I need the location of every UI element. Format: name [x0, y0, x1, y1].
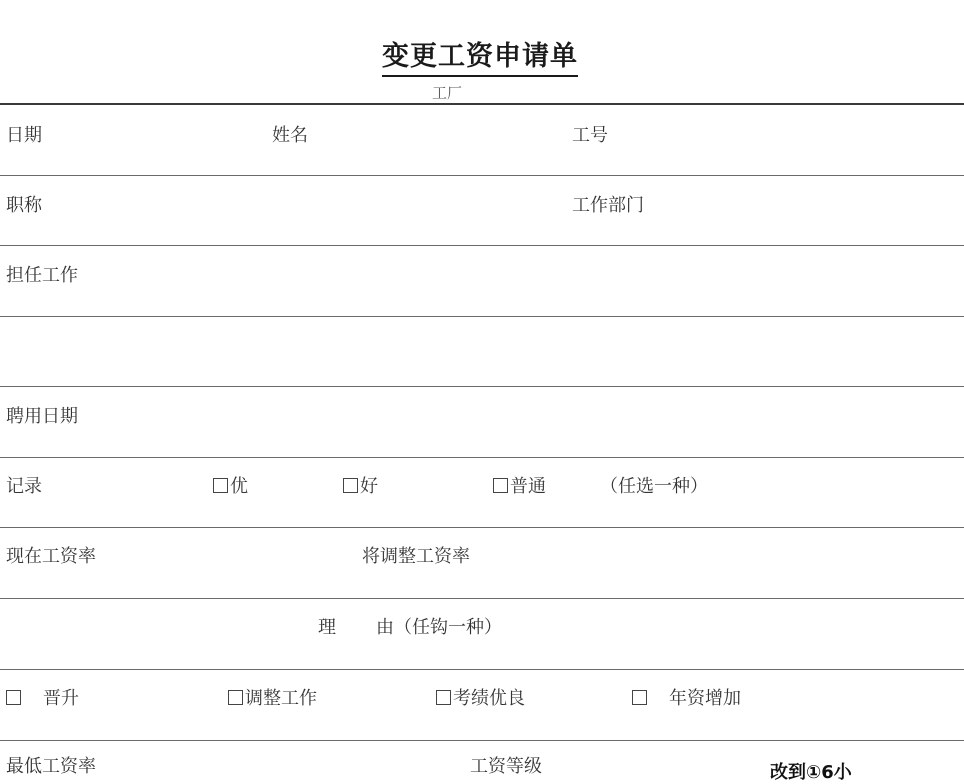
rule-6 — [0, 527, 964, 528]
rule-5 — [0, 457, 964, 458]
checkbox-icon[interactable] — [632, 690, 647, 705]
reason-option-performance[interactable] — [436, 684, 525, 710]
reason-option-label: 考绩优良 — [453, 688, 525, 709]
reason-heading-first: 理 — [318, 617, 336, 638]
record-option-average[interactable] — [493, 472, 546, 498]
checkbox-icon[interactable] — [228, 690, 243, 705]
rule-1 — [0, 175, 964, 176]
record-option-good[interactable] — [343, 472, 378, 498]
reason-option-seniority[interactable] — [632, 684, 741, 710]
rule-8 — [0, 669, 964, 670]
reason-heading-rest: 由（任钩一种） — [376, 617, 502, 638]
record-option-label: 优 — [230, 476, 248, 497]
checkbox-icon[interactable] — [6, 690, 21, 705]
checkbox-icon[interactable] — [213, 478, 228, 493]
cutoff-overlay-text: 改到①6小 — [770, 762, 852, 783]
record-choice-hint: （任选一种） — [600, 476, 708, 497]
date-label: 日期 — [6, 125, 42, 146]
record-option-label: 普通 — [510, 476, 546, 497]
new-wage-rate-label: 将调整工资率 — [362, 546, 470, 567]
rule-3 — [0, 316, 964, 317]
document-title: 变更工资申请单 — [0, 34, 964, 77]
rule-top — [0, 103, 964, 105]
current-wage-rate-label: 现在工资率 — [6, 546, 96, 567]
reason-option-job-change[interactable] — [228, 684, 317, 710]
rule-4 — [0, 386, 964, 387]
employee-id-label: 工号 — [572, 125, 608, 146]
minimum-wage-rate-label: 最低工资率 — [6, 756, 96, 777]
reason-option-label: 调整工作 — [245, 688, 317, 709]
department-label: 工作部门 — [572, 195, 644, 216]
rule-9 — [0, 740, 964, 741]
job-title-label: 职称 — [6, 195, 42, 216]
name-label: 姓名 — [272, 125, 308, 146]
reason-option-label: 晋升 — [43, 688, 79, 709]
wage-grade-label: 工资等级 — [470, 756, 542, 777]
record-option-excellent[interactable] — [213, 472, 248, 498]
rule-2 — [0, 245, 964, 246]
assigned-job-label: 担任工作 — [6, 265, 78, 286]
reason-option-promotion[interactable] — [6, 684, 79, 710]
hire-date-label: 聘用日期 — [6, 406, 78, 427]
record-option-label: 好 — [360, 476, 378, 497]
checkbox-icon[interactable] — [436, 690, 451, 705]
rule-7 — [0, 598, 964, 599]
record-label: 记录 — [6, 476, 42, 497]
checkbox-icon[interactable] — [493, 478, 508, 493]
document-subtitle: 工厂 — [432, 84, 463, 102]
reason-option-label: 年资增加 — [669, 688, 741, 709]
checkbox-icon[interactable] — [343, 478, 358, 493]
